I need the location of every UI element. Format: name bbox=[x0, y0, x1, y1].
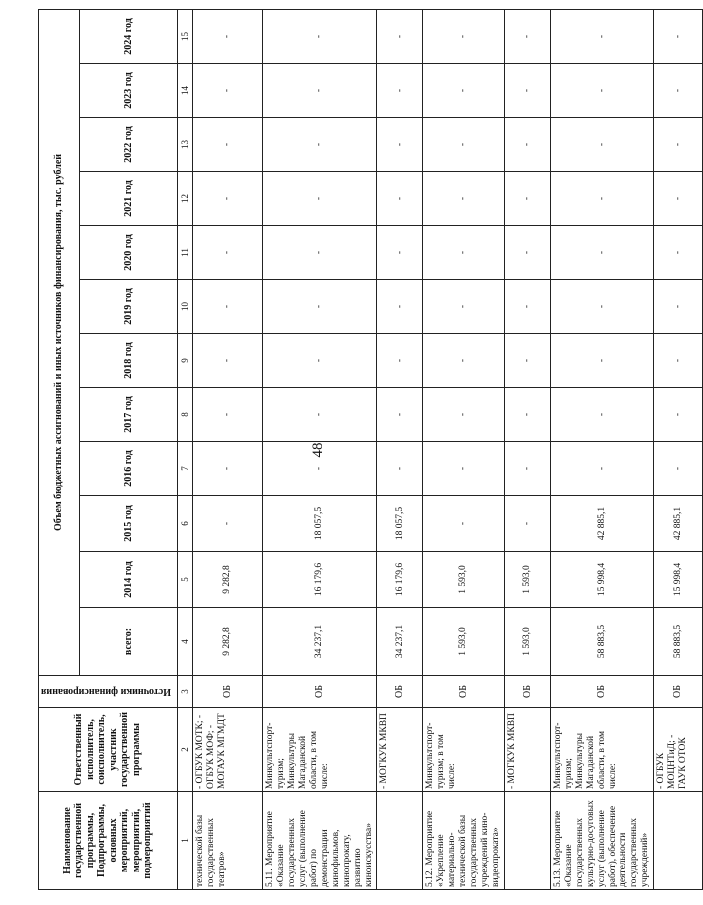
row-year-value: - bbox=[377, 9, 423, 63]
row-year-value: 15 998,4 bbox=[654, 552, 703, 608]
row-name: технической базы государственных театров» bbox=[193, 792, 263, 890]
row-year-value: - bbox=[193, 388, 263, 442]
column-number: 2 bbox=[177, 708, 192, 792]
row-year-value: 18 057,5 bbox=[263, 496, 377, 552]
row-responsible: Минкультспорт-туризм; Минкультуры Магаданской области, в том числе: bbox=[263, 708, 377, 792]
header-year: 2015 год bbox=[80, 496, 178, 552]
header-year: 2019 год bbox=[80, 280, 178, 334]
row-year-value: - bbox=[654, 118, 703, 172]
row-name bbox=[654, 792, 703, 890]
row-year-value: - bbox=[193, 496, 263, 552]
row-year-value: - bbox=[263, 9, 377, 63]
row-responsible: - ОГБУК МОЦНТиД; - ГАУК ОТОК bbox=[654, 708, 703, 792]
row-total: 34 237,1 bbox=[377, 608, 423, 676]
row-year-value: - bbox=[550, 334, 653, 388]
row-responsible: Минкультспорт-туризм; Минкультуры Магаданской области, в том числе: bbox=[550, 708, 653, 792]
row-year-value: 1 593,0 bbox=[504, 552, 550, 608]
row-year-value: 16 179,6 bbox=[263, 552, 377, 608]
header-source bbox=[39, 676, 178, 708]
row-year-value: - bbox=[550, 226, 653, 280]
row-year-value: - bbox=[550, 442, 653, 496]
row-year-value: - bbox=[423, 334, 504, 388]
header-year: 2023 год bbox=[80, 64, 178, 118]
row-total: 1 593,0 bbox=[504, 608, 550, 676]
header-year: 2016 год bbox=[80, 442, 178, 496]
row-name: 5.13. Мероприятие «Оказание государственных культурно-досуговых услуг (выполнение работ), обеспечение деятельности государственных учреждений» bbox=[550, 792, 653, 890]
row-year-value: - bbox=[423, 496, 504, 552]
row-year-value: - bbox=[504, 442, 550, 496]
table-row bbox=[377, 9, 423, 889]
row-responsible: Минкультспорт-туризм; в том числе: bbox=[423, 708, 504, 792]
row-year-value: - bbox=[504, 280, 550, 334]
header-year: 2017 год bbox=[80, 388, 178, 442]
row-name bbox=[504, 792, 550, 890]
row-year-value: - bbox=[263, 280, 377, 334]
row-year-value: - bbox=[504, 118, 550, 172]
row-responsible: - МОГКУК МКВП bbox=[504, 708, 550, 792]
row-year-value: - bbox=[423, 226, 504, 280]
header-responsible: Ответственный исполнитель, соисполнитель, участник государственной программы bbox=[39, 708, 178, 792]
row-year-value: - bbox=[654, 280, 703, 334]
row-year-value: - bbox=[263, 118, 377, 172]
table-row bbox=[423, 9, 504, 889]
row-source: ОБ bbox=[504, 676, 550, 708]
table-row bbox=[504, 9, 550, 889]
row-year-value: - bbox=[550, 118, 653, 172]
table-row bbox=[550, 9, 653, 889]
row-year-value: 18 057,5 bbox=[377, 496, 423, 552]
row-responsible: - ОГБУК МОТК; - ОГБУК МОФ; - МОГАУК МГМДТ bbox=[193, 708, 263, 792]
row-year-value: - bbox=[654, 64, 703, 118]
header-year: 2021 год bbox=[80, 172, 178, 226]
row-year-value: - bbox=[654, 172, 703, 226]
row-year-value: - bbox=[377, 118, 423, 172]
row-total: 58 883,5 bbox=[550, 608, 653, 676]
row-year-value: 42 885,1 bbox=[550, 496, 653, 552]
row-year-value: - bbox=[423, 280, 504, 334]
row-year-value: - bbox=[654, 226, 703, 280]
row-year-value: - bbox=[263, 334, 377, 388]
row-year-value: - bbox=[423, 172, 504, 226]
header-name: Наименование государственной программы, Подпрограммы, основных мероприятий, мероприятий, подмероприятий bbox=[39, 792, 178, 890]
column-number: 6 bbox=[177, 496, 192, 552]
header-year: 2014 год bbox=[80, 552, 178, 608]
row-year-value: - bbox=[654, 9, 703, 63]
row-source: ОБ bbox=[193, 676, 263, 708]
column-number: 3 bbox=[177, 676, 192, 708]
row-year-value: - bbox=[423, 9, 504, 63]
column-number: 9 bbox=[177, 334, 192, 388]
column-number: 5 bbox=[177, 552, 192, 608]
rotated-table bbox=[38, 10, 689, 890]
row-year-value: - bbox=[504, 226, 550, 280]
table-row bbox=[193, 9, 263, 889]
row-year-value: - bbox=[504, 172, 550, 226]
row-source: ОБ bbox=[423, 676, 504, 708]
row-year-value: - bbox=[377, 280, 423, 334]
row-name: 5.12. Мероприятие «Укрепление материально-технической базы государственных учреждений кино-видеопроката» bbox=[423, 792, 504, 890]
row-year-value: - bbox=[654, 442, 703, 496]
rotated-table-container bbox=[38, 10, 689, 890]
row-name bbox=[377, 792, 423, 890]
row-year-value: 42 885,1 bbox=[654, 496, 703, 552]
row-year-value: 9 282,8 bbox=[193, 552, 263, 608]
column-number: 15 bbox=[177, 9, 192, 63]
row-year-value: - bbox=[550, 64, 653, 118]
page-number: 48 bbox=[310, 442, 326, 458]
row-year-value: - bbox=[263, 172, 377, 226]
column-number: 14 bbox=[177, 64, 192, 118]
row-source: ОБ bbox=[654, 676, 703, 708]
row-total: 9 282,8 bbox=[193, 608, 263, 676]
row-year-value: - bbox=[550, 172, 653, 226]
column-number: 13 bbox=[177, 118, 192, 172]
header-total: всего: bbox=[80, 608, 178, 676]
row-total: 58 883,5 bbox=[654, 608, 703, 676]
row-year-value: - bbox=[377, 226, 423, 280]
row-year-value: - bbox=[654, 334, 703, 388]
row-year-value: - bbox=[654, 388, 703, 442]
row-source: ОБ bbox=[550, 676, 653, 708]
row-year-value: - bbox=[193, 9, 263, 63]
table-row bbox=[263, 9, 377, 889]
column-number: 12 bbox=[177, 172, 192, 226]
row-name: 5.11. Мероприятие «Оказание государственных услуг (выполнение работ) по демонстрации кинофильмов, кинопрокату, развитию киноискусства» bbox=[263, 792, 377, 890]
column-number: 10 bbox=[177, 280, 192, 334]
row-total: 1 593,0 bbox=[423, 608, 504, 676]
row-year-value: - bbox=[423, 118, 504, 172]
row-source: ОБ bbox=[263, 676, 377, 708]
row-year-value: - bbox=[263, 442, 377, 496]
row-year-value: - bbox=[504, 388, 550, 442]
row-year-value: - bbox=[504, 64, 550, 118]
row-year-value: - bbox=[423, 442, 504, 496]
row-year-value: - bbox=[193, 118, 263, 172]
column-number: 7 bbox=[177, 442, 192, 496]
row-year-value: - bbox=[193, 442, 263, 496]
row-year-value: - bbox=[193, 280, 263, 334]
table-row bbox=[654, 9, 703, 889]
row-year-value: - bbox=[193, 64, 263, 118]
row-year-value: 15 998,4 bbox=[550, 552, 653, 608]
row-year-value: - bbox=[504, 496, 550, 552]
row-year-value: - bbox=[550, 388, 653, 442]
row-year-value: - bbox=[377, 388, 423, 442]
column-number: 11 bbox=[177, 226, 192, 280]
header-funding-title: Объем бюджетных ассигнований и иных источников финансирования, тыс. рублей bbox=[39, 9, 80, 675]
row-year-value: 16 179,6 bbox=[377, 552, 423, 608]
row-year-value: - bbox=[377, 172, 423, 226]
column-number: 1 bbox=[177, 792, 192, 890]
header-source-label: Источники финансирования bbox=[41, 686, 171, 698]
funding-table bbox=[38, 9, 703, 890]
header-year: 2020 год bbox=[80, 226, 178, 280]
row-year-value: - bbox=[504, 9, 550, 63]
header-year: 2022 год bbox=[80, 118, 178, 172]
row-year-value: 1 593,0 bbox=[423, 552, 504, 608]
row-year-value: - bbox=[193, 172, 263, 226]
row-source: ОБ bbox=[377, 676, 423, 708]
row-year-value: - bbox=[193, 334, 263, 388]
header-year: 2024 год bbox=[80, 9, 178, 63]
row-total: 34 237,1 bbox=[263, 608, 377, 676]
row-year-value: - bbox=[263, 64, 377, 118]
row-year-value: - bbox=[377, 442, 423, 496]
row-year-value: - bbox=[423, 388, 504, 442]
row-year-value: - bbox=[193, 226, 263, 280]
row-year-value: - bbox=[263, 388, 377, 442]
row-year-value: - bbox=[550, 9, 653, 63]
row-year-value: - bbox=[377, 64, 423, 118]
column-number: 4 bbox=[177, 608, 192, 676]
column-number: 8 bbox=[177, 388, 192, 442]
row-year-value: - bbox=[423, 64, 504, 118]
row-year-value: - bbox=[550, 280, 653, 334]
row-year-value: - bbox=[504, 334, 550, 388]
row-responsible: - МОГКУК МКВП bbox=[377, 708, 423, 792]
row-year-value: - bbox=[263, 226, 377, 280]
header-year: 2018 год bbox=[80, 334, 178, 388]
row-year-value: - bbox=[377, 334, 423, 388]
